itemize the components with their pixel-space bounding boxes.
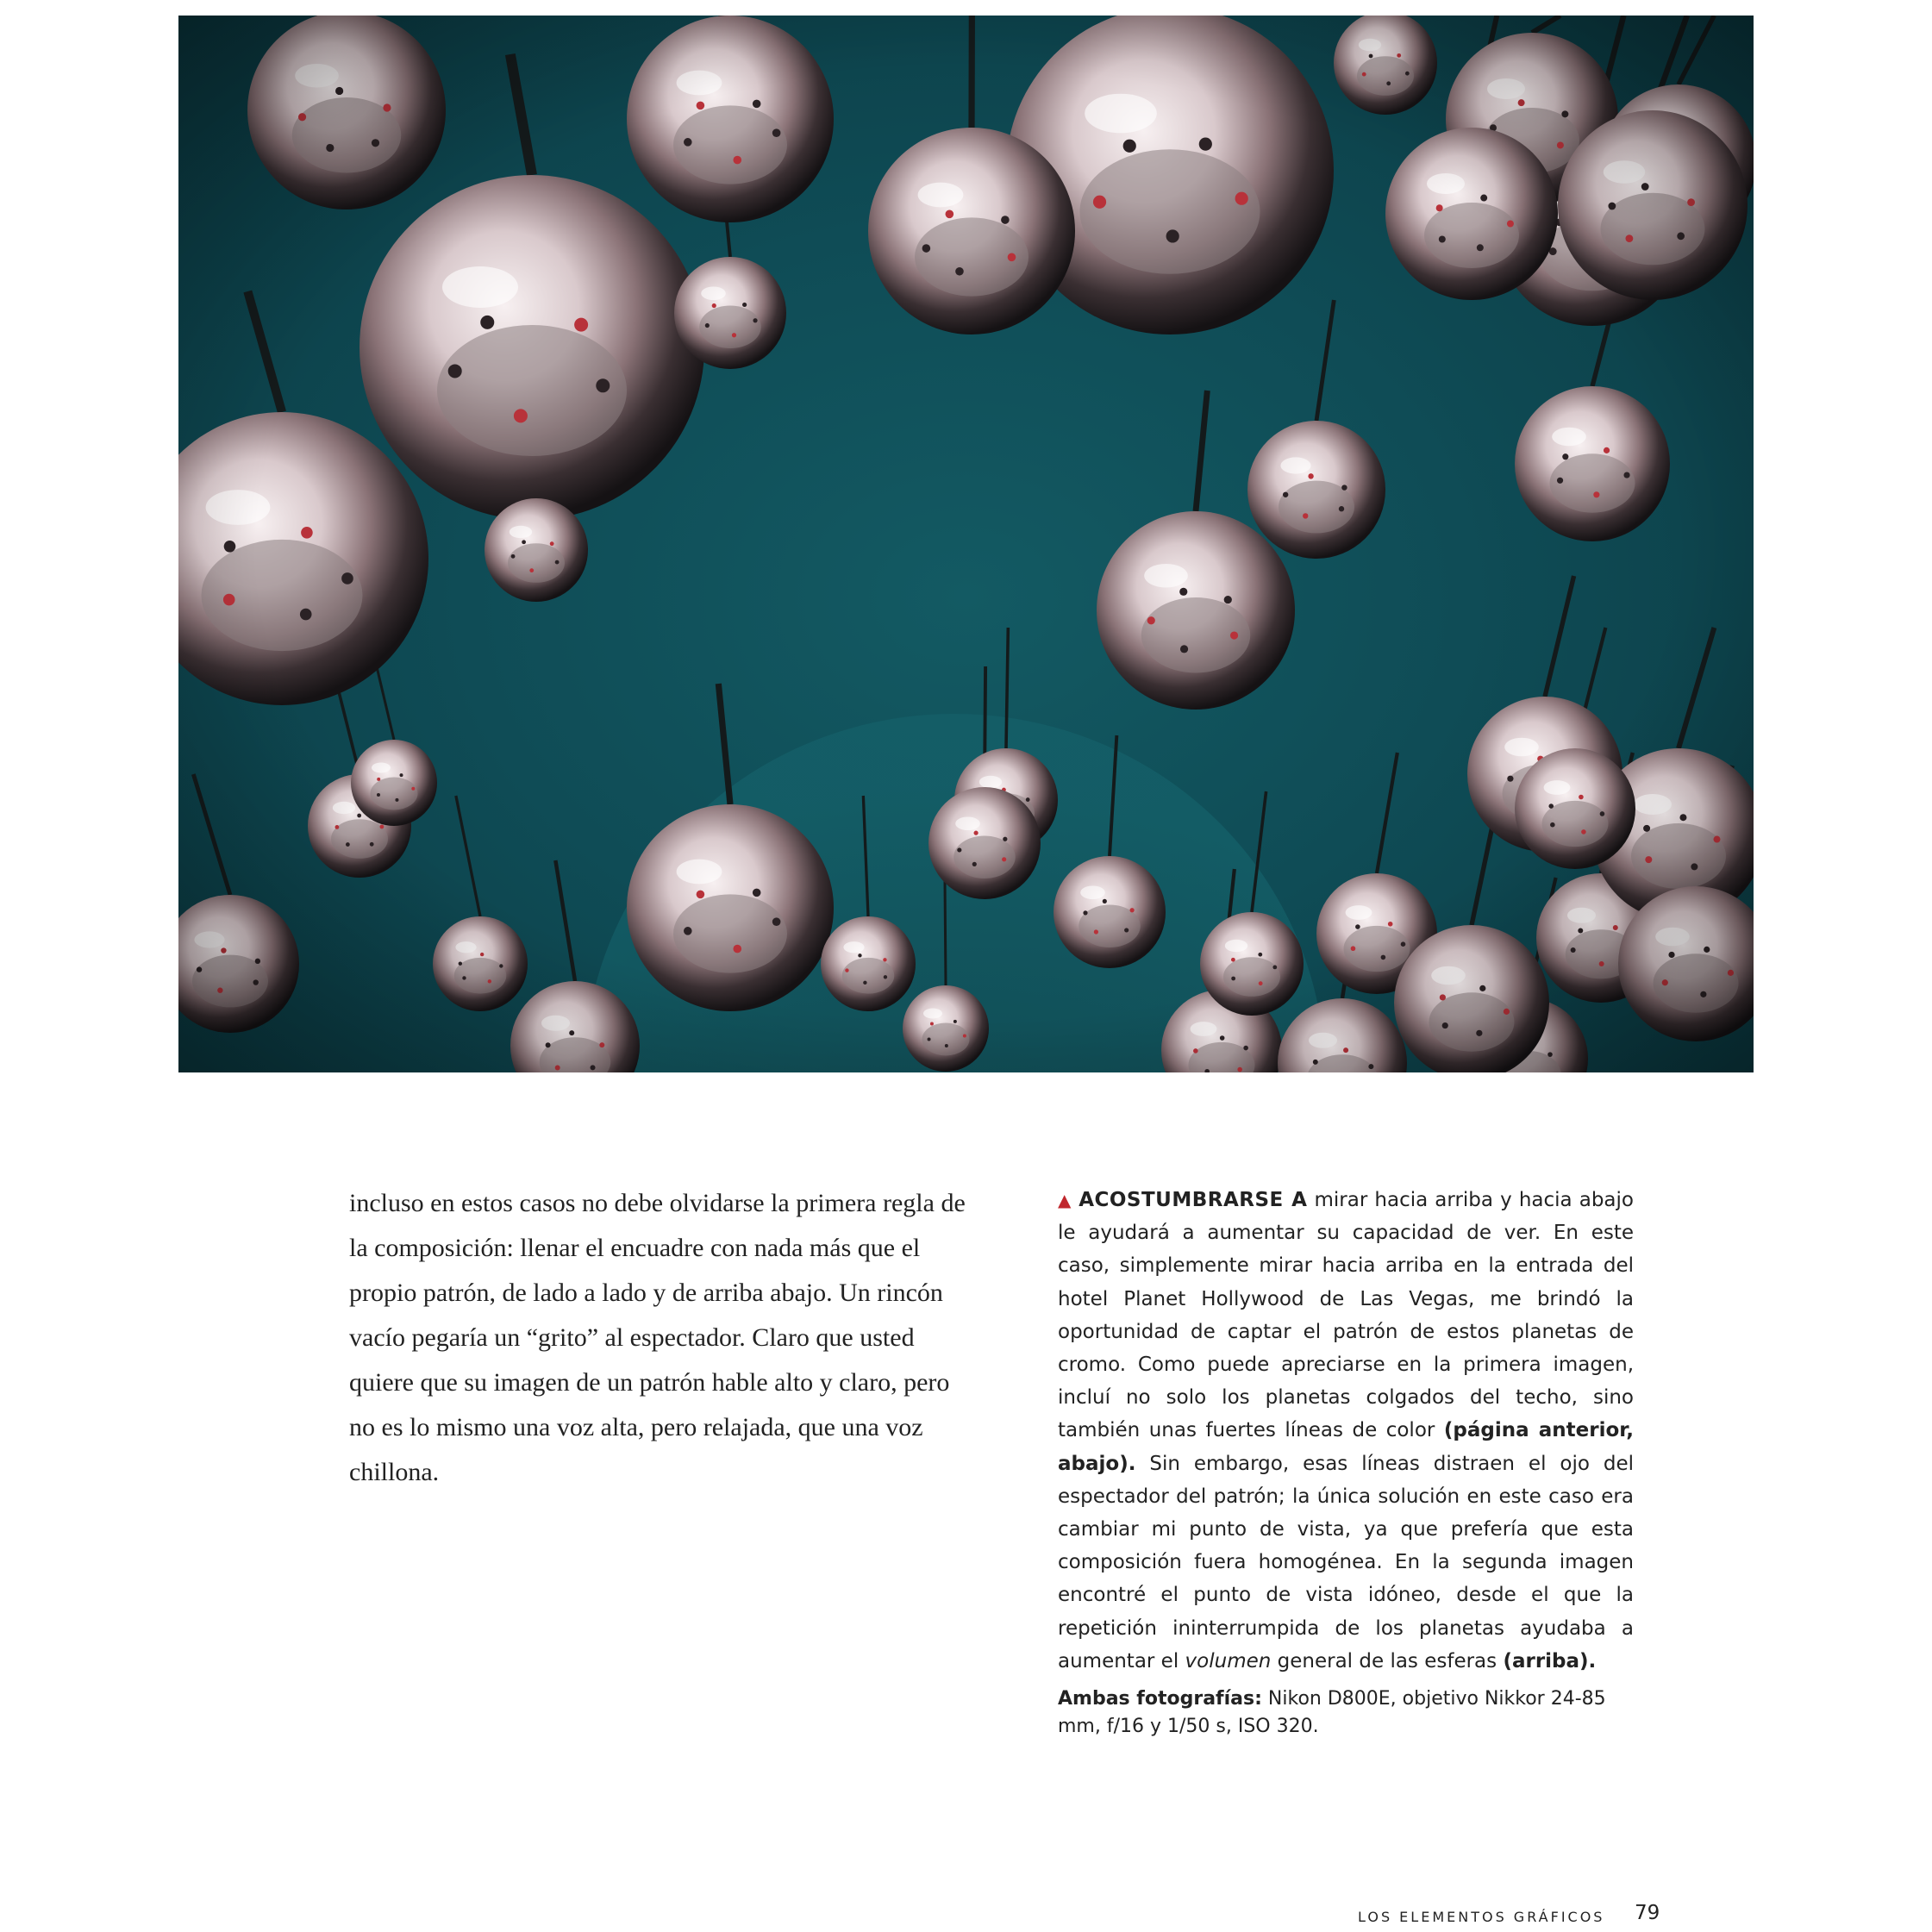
running-footer: LOS ELEMENTOS GRÁFICOS — [1358, 1909, 1605, 1925]
credits-label: Ambas fotografías: — [1058, 1688, 1262, 1710]
body-paragraph: incluso en estos casos no debe olvidarse la primera regla de la composición: llenar el encuadre con nada más que el propio patrón, de lado a lado y de arriba abajo. Un rincón vacío pegaría un “grito” al espectador. Claro que usted quiere que su imagen de un patrón hable alto y claro, pero no es lo mismo una voz alta, pero relajada, que una voz chillona. — [349, 1189, 966, 1486]
triangle-up-icon: ▲ — [1058, 1190, 1072, 1210]
caption-lead: ACOSTUMBRARSE A — [1079, 1189, 1308, 1211]
caption-text-3: general de las esferas — [1271, 1649, 1504, 1673]
photo-caption — [1058, 1184, 1634, 1678]
caption-ref-2: (arriba). — [1503, 1649, 1597, 1673]
photo-illustration — [178, 16, 1754, 1072]
credits-text: Nikon D800E, objetivo Nikkor 24-85 mm, f/16 y 1/50 s, ISO 320. — [1058, 1688, 1606, 1737]
caption-text-2: Sin embargo, esas líneas distraen el ojo del espectador del patrón; la única solución en este caso era cambiar mi punto de vista, ya que prefería que esta composición fuera homogénea. En la segunda imagen encontré el punto de vista idóneo, desde el que la repetición ininterrumpida de los planetas ayudaba a aumentar el — [1058, 1452, 1634, 1673]
caption-text-1: mirar hacia arriba y hacia abajo le ayudará a aumentar su capacidad de ver. En este caso, simplemente mirar hacia arriba en la entrada del hotel Planet Hollywood de Las Vegas, me brindó la oportunidad de captar el patrón de estos planetas de cromo. Como puede apreciarse en la primera imagen, incluí no solo los planetas colgados del techo, sino también unas fuertes líneas de color — [1058, 1189, 1634, 1442]
caption-ref-1: (página anterior, abajo). — [1058, 1419, 1635, 1475]
chrome-spheres-photo — [178, 16, 1754, 1072]
page-number: 79 — [1635, 1902, 1660, 1924]
caption-italic: volumen — [1185, 1649, 1272, 1673]
photo-credits — [1058, 1685, 1634, 1741]
